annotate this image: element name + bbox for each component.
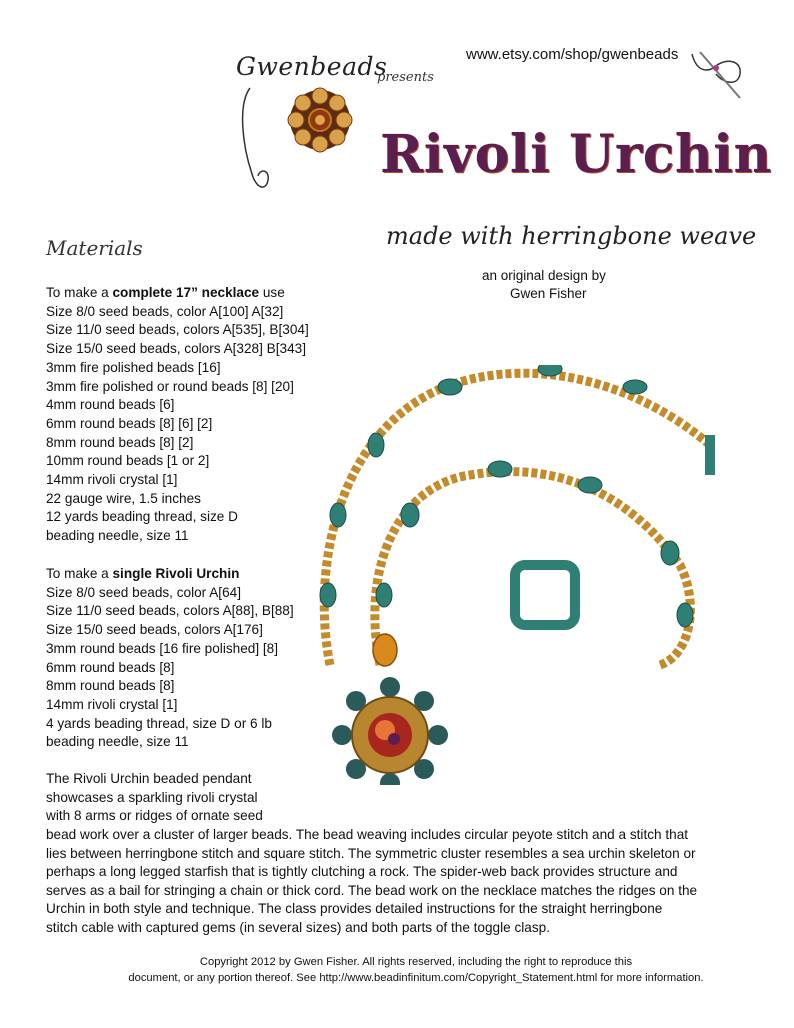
list-item: 6mm round beads [8] [6] [2]: [46, 415, 213, 431]
design-credit-line1: an original design by: [482, 268, 606, 283]
design-credit-line2: Gwen Fisher: [510, 286, 587, 301]
list-item: 8mm round beads [8] [2]: [46, 434, 194, 450]
description-line: stitch cable with captured gems (in several sizes) and both parts of the toggle clasp.: [46, 919, 550, 935]
list-item: 3mm round beads [16 fire polished] [8]: [46, 640, 278, 656]
description-line: bead work over a cluster of larger beads. The bead weaving includes circular peyote stitch and a stitch that: [46, 827, 689, 842]
list-item: beading needle, size 11: [46, 528, 189, 544]
logo-swirl-icon: [232, 84, 282, 204]
page-title: Rivoli Urchin: [380, 124, 772, 185]
presents-label: presents: [377, 70, 434, 85]
brand-logo: Gwenbeads: [236, 52, 388, 81]
description-intro: [46, 770, 263, 826]
list-item: beading needle, size 11: [46, 734, 189, 750]
single-intro: To make a single Rivoli Urchin: [46, 566, 240, 581]
page-subtitle: made with herringbone weave: [386, 222, 757, 250]
list-item: 14mm rivoli crystal [1]: [46, 696, 178, 712]
materials-heading: Materials: [46, 236, 143, 260]
single-urchin-materials-list: [46, 565, 294, 752]
list-item: Size 8/0 seed beads, color A[64]: [46, 584, 241, 600]
necklace-photo: [300, 365, 740, 785]
list-item: Size 15/0 seed beads, colors A[328] B[343]: [46, 341, 306, 357]
list-item: 12 yards beading thread, size D: [46, 509, 238, 525]
list-item: 3mm fire polished beads [16]: [46, 359, 221, 375]
list-item: 8mm round beads [8]: [46, 678, 175, 694]
description-line: with 8 arms or ridges of ornate seed: [46, 808, 263, 824]
list-item: 4mm round beads [6]: [46, 397, 175, 413]
list-item: 4 yards beading thread, size D or 6 lb: [46, 715, 272, 731]
list-item: 22 gauge wire, 1.5 inches: [46, 490, 201, 506]
needle-thread-icon: [686, 44, 746, 104]
description-line: Urchin in both style and technique. The class provides detailed instructions for the straight herringbone: [46, 901, 663, 917]
copyright-line: Copyright 2012 by Gwen Fisher. All rights reserved, including the right to reproduce this: [199, 956, 633, 968]
list-item: Size 11/0 seed beads, colors A[88], B[88]: [46, 603, 294, 619]
description-line: serves as a bail for stringing a chain or thick cord. The bead work on the necklace matches the ridges on the: [46, 882, 698, 898]
list-item: Size 11/0 seed beads, colors A[535], B[304]: [46, 322, 309, 338]
list-item: Size 15/0 seed beads, colors A[176]: [46, 622, 263, 638]
description-line: showcases a sparkling rivoli crystal: [46, 789, 258, 805]
copyright-notice: [46, 954, 786, 986]
list-item: 14mm rivoli crystal [1]: [46, 472, 178, 488]
description-line: The Rivoli Urchin beaded pendant: [46, 771, 252, 786]
shop-url[interactable]: www.etsy.com/shop/gwenbeads: [466, 46, 679, 63]
description-body: [46, 826, 746, 938]
copyright-line: document, or any portion thereof. See http://www.beadinfinitum.com/Copyright_Statement.html for more information.: [128, 972, 704, 984]
list-item: 10mm round beads [1 or 2]: [46, 453, 210, 469]
necklace-materials-list: [46, 284, 309, 546]
list-item: 3mm fire polished or round beads [8] [20]: [46, 378, 294, 394]
list-item: Size 8/0 seed beads, color A[100] A[32]: [46, 303, 284, 319]
description-line: lies between herringbone stitch and square stitch. The symmetric cluster resembles a sea urchin skeleton or: [46, 845, 696, 861]
necklace-intro: To make a complete 17” necklace use: [46, 285, 285, 300]
list-item: 6mm round beads [8]: [46, 659, 175, 675]
description-line: perhaps a long legged starfish that is tightly clutching a rock. The spider-web back provides structure and: [46, 864, 678, 880]
logo-bead-badge: [280, 80, 360, 160]
